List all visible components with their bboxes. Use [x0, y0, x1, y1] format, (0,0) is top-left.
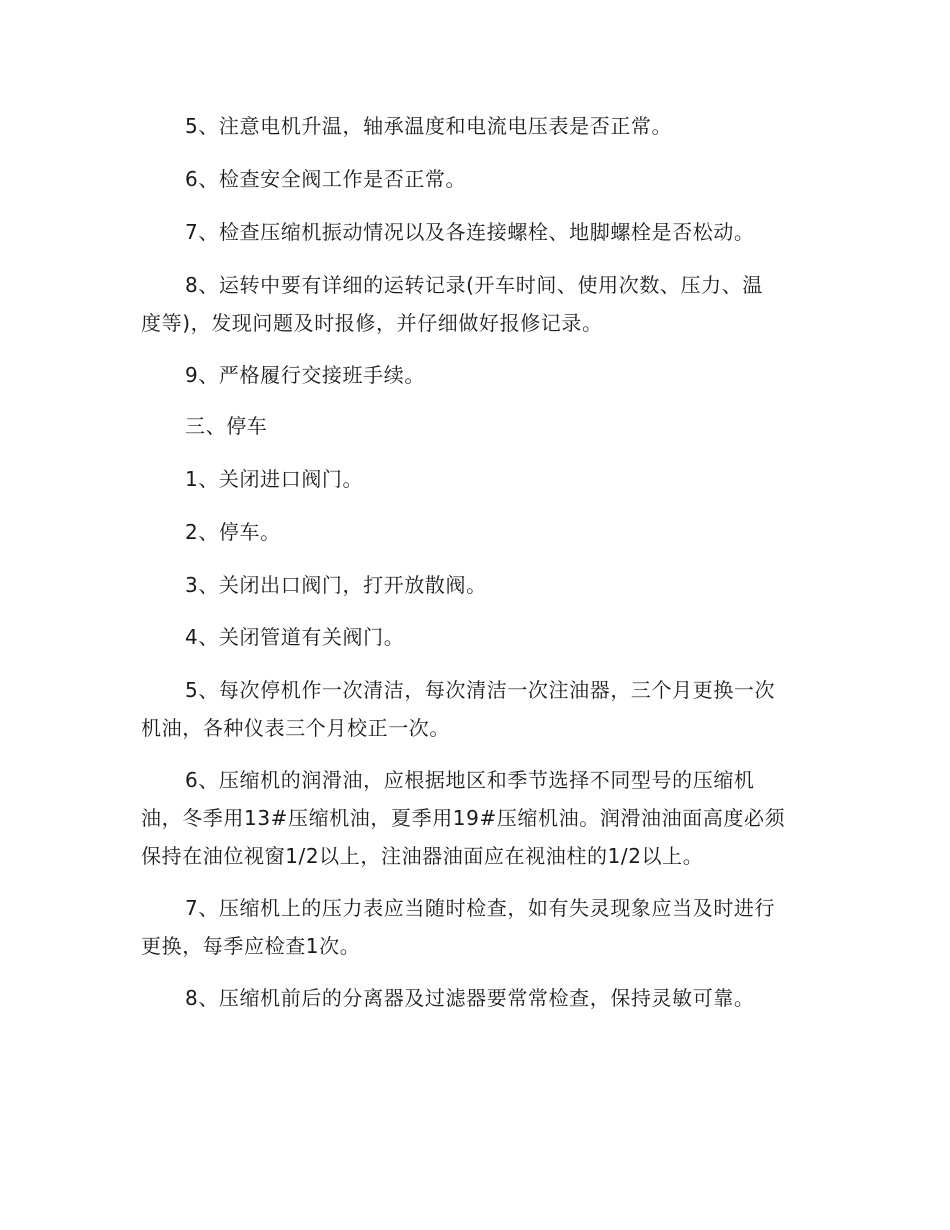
paragraph-line: 7、检查压缩机振动情况以及各连接螺栓、地脚螺栓是否松动。 — [185, 220, 755, 244]
paragraph-line: 9、严格履行交接班手续。 — [185, 363, 425, 387]
paragraph-line: 1、关闭进口阀门。 — [185, 467, 364, 491]
paragraph-line: 3、关闭出口阀门，打开放散阀。 — [185, 573, 487, 597]
paragraph-line: 8、运转中要有详细的运转记录(开车时间、使用次数、压力、温 — [185, 273, 763, 297]
paragraph-line: 机油，各种仪表三个月校正一次。 — [141, 716, 450, 740]
paragraph-line: 更换，每季应检查1次。 — [141, 934, 361, 958]
paragraph-line: 5、每次停机作一次清洁，每次清洁一次注油器，三个月更换一次 — [185, 678, 776, 702]
paragraph-line: 保持在油位视窗1/2以上，注油器油面应在视油柱的1/2以上。 — [141, 844, 704, 868]
paragraph-line: 5、注意电机升温，轴承温度和电流电压表是否正常。 — [185, 114, 673, 138]
paragraph-line: 6、压缩机的润滑油，应根据地区和季节选择不同型号的压缩机 — [185, 768, 755, 792]
paragraph-line: 度等)，发现问题及时报修，并仔细做好报修记录。 — [141, 311, 603, 335]
paragraph-line: 7、压缩机上的压力表应当随时检查，如有失灵现象应当及时进行 — [185, 896, 776, 920]
paragraph-line: 6、检查安全阀工作是否正常。 — [185, 167, 467, 191]
section-heading: 三、停车 — [185, 414, 268, 438]
paragraph-line: 8、压缩机前后的分离器及过滤器要常常检查，保持灵敏可靠。 — [185, 986, 755, 1010]
paragraph-line: 油，冬季用13#压缩机油，夏季用19#压缩机油。润滑油油面高度必须 — [141, 806, 786, 830]
paragraph-line: 2、停车。 — [185, 520, 281, 544]
paragraph-line: 4、关闭管道有关阀门。 — [185, 625, 405, 649]
